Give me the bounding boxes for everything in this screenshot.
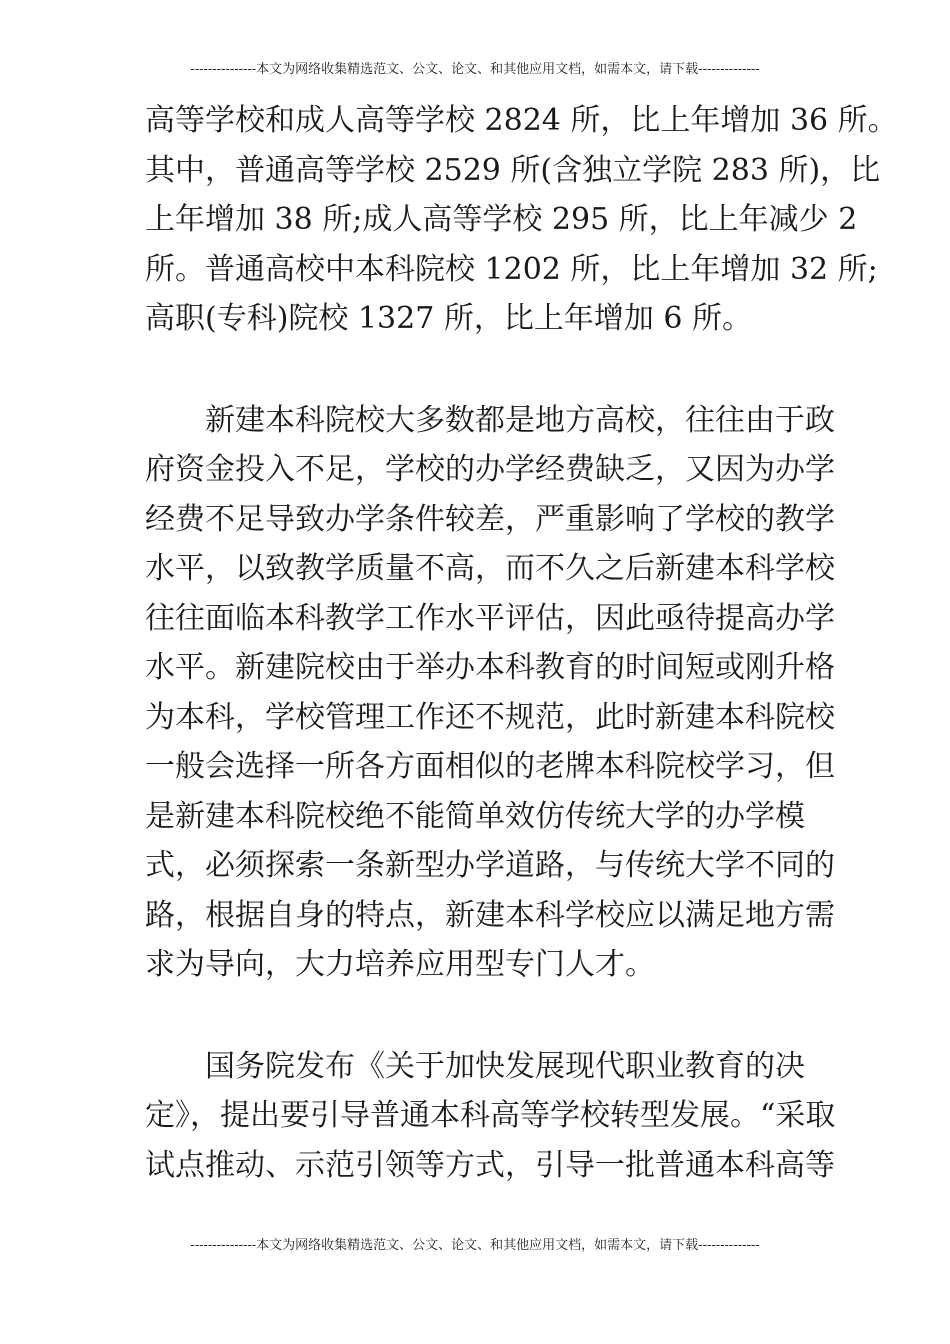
text-line: 往往面临本科教学工作水平评估，因此亟待提高办学 — [145, 600, 835, 636]
text-line: 府资金投入不足，学校的办学经费缺乏，又因为办学 — [145, 452, 835, 487]
text-line: 求为导向，大力培养应用型专门人才。 — [145, 947, 655, 982]
text-line: 水平，以致教学质量不高，而不久之后新建本科学校 — [145, 551, 835, 586]
text-line: 一般会选择一所各方面相似的老牌本科院校学习，但 — [145, 749, 835, 784]
text-line: 经费不足导致办学条件较差，严重影响了学校的教学 — [145, 501, 835, 537]
text-line: 高职(专科)院校 1327 所，比上年增加 6 所。 — [145, 301, 752, 336]
text-line: 试点推动、示范引领等方式，引导一批普通本科高等 — [145, 1147, 835, 1183]
text-line: 是新建本科院校绝不能简单效仿传统大学的办学模 — [145, 798, 805, 834]
footer-note: ---------------本文为网络收集精选范文、公文、论文、和其他应用文档，如需本文，请下载-------------- — [190, 1238, 760, 1253]
text-line: 其中，普通高等学校 2529 所(含独立学院 283 所)，比 — [145, 152, 881, 188]
text-line: 国务院发布《关于加快发展现代职业教育的决 — [145, 1048, 805, 1084]
paragraph-gap — [145, 990, 805, 1042]
text-line: 高等学校和成人高等学校 2824 所，比上年增加 36 所。 — [145, 103, 898, 138]
text-line: 路，根据自身的特点，新建本科学校应以满足地方需 — [145, 897, 835, 933]
paragraph-3 — [145, 1042, 836, 1191]
text-line: 水平。新建院校由于举办本科教育的时间短或刚升格 — [145, 650, 835, 685]
text-line: 式，必须探索一条新型办学道路，与传统大学不同的 — [145, 848, 835, 883]
paragraph-1 — [145, 96, 898, 344]
document-body — [145, 96, 898, 1190]
text-line: 为本科，学校管理工作还不规范，此时新建本科院校 — [145, 699, 835, 735]
paragraph-2 — [145, 396, 835, 990]
text-line: 上年增加 38 所;成人高等学校 295 所，比上年减少 2 — [145, 202, 858, 237]
text-line: 所。普通高校中本科院校 1202 所，比上年增加 32 所; — [145, 251, 878, 287]
text-line: 新建本科院校大多数都是地方高校，往往由于政 — [145, 402, 835, 438]
text-line: 定》，提出要引导普通本科高等学校转型发展。“采取 — [145, 1098, 836, 1133]
header-note: ---------------本文为网络收集精选范文、公文、论文、和其他应用文档，如需本文，请下载-------------- — [190, 62, 760, 77]
paragraph-gap — [145, 344, 805, 396]
